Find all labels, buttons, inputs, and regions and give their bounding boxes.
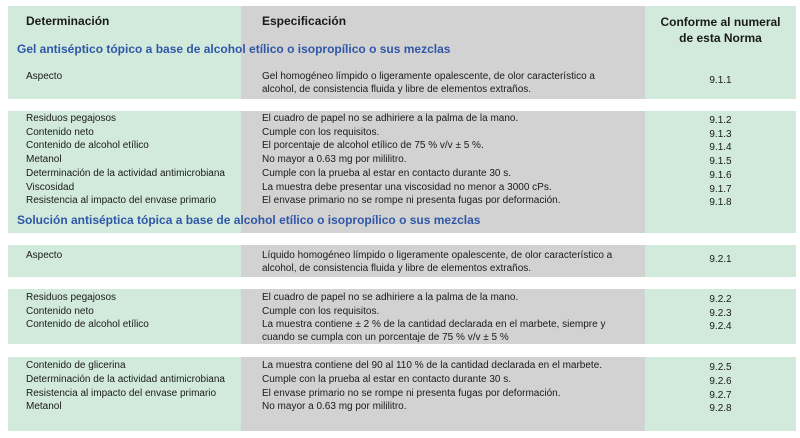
header-numeral-line1: Conforme al numeral: [660, 15, 781, 29]
especificacion-cell: El envase primario no se rompe ni presenta fugas por deformación.: [262, 388, 561, 399]
determinacion-cell: Aspecto: [26, 71, 63, 82]
determinacion-cell: Resistencia al impacto del envase primario: [26, 388, 217, 399]
row-spacer: [8, 277, 796, 289]
determinacion-cell: Determinación de la actividad antimicrobiana: [26, 374, 225, 385]
especificacion-cell: El envase primario no se rompe ni presenta fugas por deformación.: [262, 195, 561, 206]
especificacion-cell: Cumple con los requisitos.: [262, 306, 380, 317]
determinacion-cell: Contenido neto: [26, 306, 94, 317]
numeral-cell: 9.1.8: [709, 197, 732, 208]
numeral-cell: 9.2.3: [709, 308, 732, 319]
numeral-cell: 9.1.1: [709, 75, 732, 86]
determinacion-cell: Determinación de la actividad antimicrobiana: [26, 168, 225, 179]
especificacion-cell: [262, 70, 648, 96]
header-determinacion: Determinación: [26, 14, 110, 28]
row-spacer: [8, 99, 796, 111]
numeral-cell: 9.1.2: [709, 115, 732, 126]
especificacion-cell: El porcentaje de alcohol etílico de 75 % v/v ± 5 %.: [262, 140, 484, 151]
determinacion-cell: Residuos pegajosos: [26, 113, 117, 124]
spec-line: alcohol, de consistencia fluida y libre de elementos extraños.: [262, 84, 532, 95]
determinacion-cell: Contenido neto: [26, 127, 94, 138]
numeral-cell: 9.1.3: [709, 129, 732, 140]
row-spacer: [8, 344, 796, 357]
spec-line: Líquido homogéneo límpido o ligeramente opalescente, de olor característico a: [262, 250, 613, 261]
especificacion-cell: El cuadro de papel no se adhiriere a la palma de la mano.: [262, 113, 519, 124]
determinacion-cell: Aspecto: [26, 250, 63, 261]
section-title-solucion: Solución antiséptica tópica a base de alcohol etílico o isopropílico o sus mezclas: [17, 213, 481, 227]
especificacion-cell: No mayor a 0.63 mg por mililitro.: [262, 401, 407, 412]
spec-line: cuando se cumpla con un porcentaje de 75 % v/v ± 5 %: [262, 332, 509, 343]
numeral-cell: 9.2.7: [709, 390, 732, 401]
determinacion-cell: Viscosidad: [26, 182, 75, 193]
especificacion-cell: No mayor a 0.63 mg por mililitro.: [262, 154, 407, 165]
determinacion-cell: Metanol: [26, 154, 62, 165]
especificacion-cell: [262, 318, 648, 344]
determinacion-cell: Contenido de alcohol etílico: [26, 140, 149, 151]
header-especificacion: Especificación: [262, 14, 347, 28]
numeral-cell: 9.1.6: [709, 170, 732, 181]
numeral-cell: 9.1.4: [709, 142, 732, 153]
especificacion-cell: La muestra contiene del 90 al 110 % de la cantidad declarada en el marbete.: [262, 360, 603, 371]
header-numeral-line2: de esta Norma: [679, 31, 762, 45]
numeral-cell: 9.2.1: [709, 254, 732, 265]
especificacion-cell: Cumple con los requisitos.: [262, 127, 380, 138]
header-numeral: [645, 14, 796, 46]
numeral-cell: 9.2.8: [709, 403, 732, 414]
especificacion-cell: Cumple con la prueba al estar en contacto durante 30 s.: [262, 168, 512, 179]
especificacion-cell: El cuadro de papel no se adhiriere a la palma de la mano.: [262, 292, 519, 303]
row-spacer: [8, 233, 796, 245]
especificacion-cell: [262, 249, 648, 275]
numeral-cell: 9.1.5: [709, 156, 732, 167]
section-title-gel: Gel antiséptico tópico a base de alcohol etílico o isopropílico o sus mezclas: [17, 42, 451, 56]
numeral-cell: 9.2.4: [709, 321, 732, 332]
numeral-cell: 9.2.2: [709, 294, 732, 305]
numeral-cell: 9.2.6: [709, 376, 732, 387]
determinacion-cell: Contenido de glicerina: [26, 360, 126, 371]
determinacion-cell: Contenido de alcohol etílico: [26, 319, 149, 330]
spec-line: Gel homogéneo límpido o ligeramente opalescente, de olor característico a: [262, 71, 595, 82]
numeral-cell: 9.1.7: [709, 184, 732, 195]
determinacion-cell: Residuos pegajosos: [26, 292, 117, 303]
spec-line: La muestra contiene ± 2 % de la cantidad declarada en el marbete, siempre y: [262, 319, 606, 330]
numeral-cell: 9.2.5: [709, 362, 732, 373]
determinacion-cell: Resistencia al impacto del envase primario: [26, 195, 217, 206]
especificacion-cell: Cumple con la prueba al estar en contacto durante 30 s.: [262, 374, 512, 385]
spec-line: alcohol, de consistencia fluida y libre de elementos extraños.: [262, 263, 532, 274]
especificacion-cell: La muestra debe presentar una viscosidad no menor a 3000 cPs.: [262, 182, 552, 193]
determinacion-cell: Metanol: [26, 401, 62, 412]
